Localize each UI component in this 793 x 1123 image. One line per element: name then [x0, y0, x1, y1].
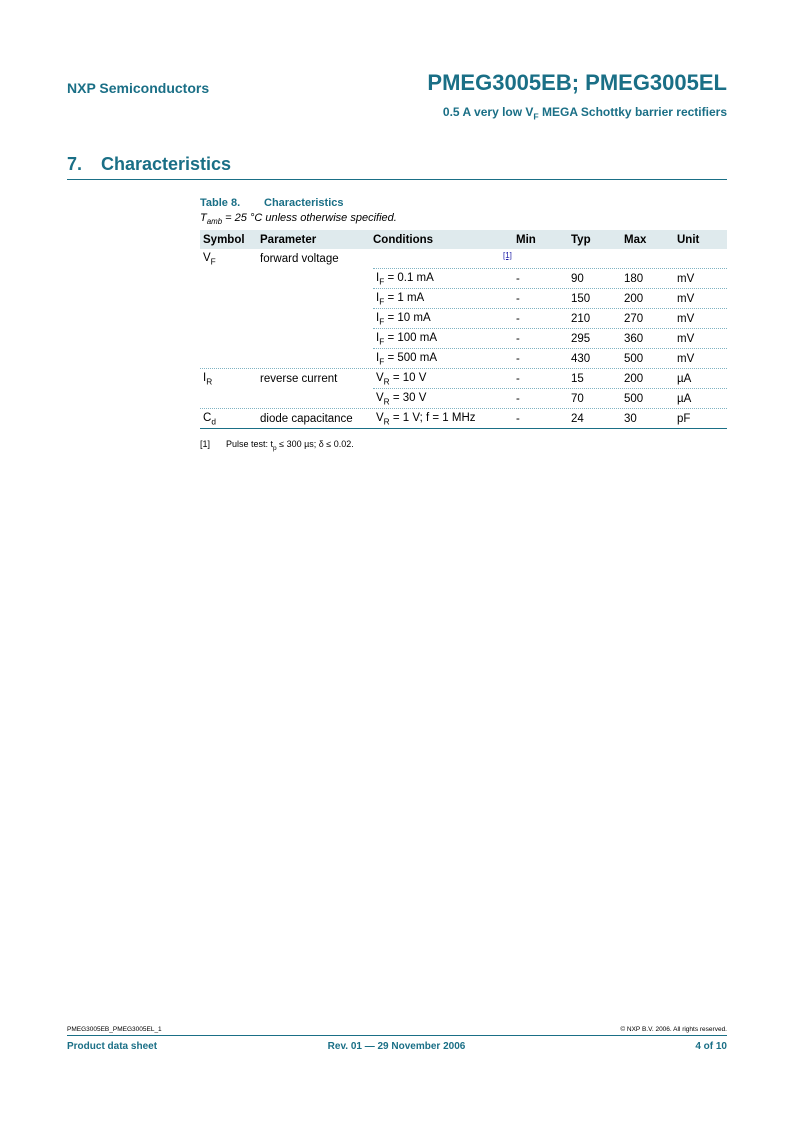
- footer-revision: Rev. 01 — 29 November 2006: [327, 1041, 466, 1052]
- cell-typ: 15: [571, 373, 584, 385]
- characteristics-table: [200, 230, 727, 429]
- table-row: [200, 369, 727, 389]
- cell-max: 500: [624, 353, 644, 365]
- cond-symbol-sub: amb: [206, 217, 223, 227]
- footnote-text-pre: Pulse test: t: [226, 439, 274, 449]
- footer-doc-type: Product data sheet: [67, 1041, 158, 1052]
- cell-min: -: [516, 293, 520, 305]
- cell-conditions: $I_F = 0.1$ mA: [376, 271, 434, 287]
- cell-unit: mV: [677, 333, 695, 345]
- table-bottom-rule: [200, 428, 727, 429]
- cell-unit: mV: [677, 353, 695, 365]
- table-row: [200, 329, 727, 349]
- footnote-number: [1]: [200, 439, 211, 449]
- header-max: Max: [624, 233, 647, 246]
- table-row: [200, 309, 727, 329]
- subtitle-post: MEGA Schottky barrier rectifiers: [538, 105, 727, 119]
- document-id: PMEG3005EB_PMEG3005EL_1: [67, 1026, 162, 1033]
- product-subtitle: [443, 105, 727, 121]
- cell-min: -: [516, 393, 520, 405]
- cell-symbol: $I_R$: [203, 371, 213, 387]
- table-row: [200, 409, 727, 429]
- cell-conditions: $V_R = 1$ V; f = 1 MHz: [376, 411, 476, 427]
- cell-parameter: reverse current: [260, 373, 338, 385]
- cell-unit: µA: [677, 393, 692, 405]
- cell-min: -: [516, 373, 520, 385]
- cell-symbol: $C_d$: [203, 411, 216, 427]
- section-divider: [67, 179, 727, 180]
- cell-max: 180: [624, 273, 644, 285]
- footnote-text-sub: p: [273, 444, 277, 452]
- cell-typ: 150: [571, 293, 591, 305]
- header-typ: Typ: [571, 233, 591, 246]
- table-conditions: [200, 212, 397, 226]
- cell-typ: 90: [571, 273, 584, 285]
- table-title: Characteristics: [264, 197, 344, 209]
- header-min: Min: [516, 233, 536, 246]
- cell-unit: mV: [677, 293, 695, 305]
- table-caption: [200, 197, 344, 209]
- cell-max: 30: [624, 413, 637, 425]
- copyright-notice: © NXP B.V. 2006. All rights reserved.: [620, 1026, 727, 1033]
- cell-max: 200: [624, 373, 644, 385]
- footnote-ref-link[interactable]: [1]: [503, 251, 512, 260]
- cell-symbol: $V_F$: [203, 251, 216, 267]
- cell-max: 360: [624, 333, 644, 345]
- cond-text: = 25 °C unless otherwise specified.: [222, 212, 397, 224]
- cell-unit: pF: [677, 413, 691, 425]
- cell-typ: 430: [571, 353, 591, 365]
- subtitle-pre: 0.5 A very low V: [442, 105, 534, 119]
- header-unit: Unit: [677, 233, 700, 246]
- product-title: PMEG3005EB; PMEG3005EL: [427, 70, 727, 95]
- cell-typ: 70: [571, 393, 584, 405]
- cell-conditions: $I_F = 500$ mA: [376, 351, 438, 367]
- cell-conditions: $I_F = 100$ mA: [376, 331, 438, 347]
- cell-typ: 24: [571, 413, 584, 425]
- cell-parameter: diode capacitance: [260, 413, 353, 425]
- cell-min: -: [516, 353, 520, 365]
- footer-page-number: 4 of 10: [695, 1041, 727, 1052]
- cell-typ: 210: [571, 313, 591, 325]
- table-header-row: [200, 230, 727, 249]
- cell-max: 500: [624, 393, 644, 405]
- cond-symbol: T: [200, 212, 207, 224]
- cell-min: -: [516, 313, 520, 325]
- header-parameter: Parameter: [260, 233, 317, 246]
- header-conditions: Conditions: [373, 233, 434, 246]
- table-row: [200, 289, 727, 309]
- cell-conditions: $V_R = 10$ V: [376, 371, 427, 387]
- cell-min: -: [516, 273, 520, 285]
- table-number: Table 8.: [200, 197, 241, 209]
- footer-divider: [67, 1035, 727, 1036]
- cell-unit: mV: [677, 273, 695, 285]
- cell-typ: 295: [571, 333, 591, 345]
- company-name: NXP Semiconductors: [67, 80, 210, 96]
- subtitle-sub: F: [533, 111, 539, 122]
- cell-max: 270: [624, 313, 644, 325]
- cell-conditions: $I_F = 1$ mA: [376, 291, 425, 307]
- cell-max: 200: [624, 293, 644, 305]
- table-footnote: [200, 439, 354, 452]
- cell-conditions: $V_R = 30$ V: [376, 391, 427, 407]
- cell-conditions: $I_F = 10$ mA: [376, 311, 431, 327]
- table-row: [200, 269, 727, 289]
- table-row: [200, 389, 727, 409]
- table-row: [200, 249, 727, 269]
- cell-min: -: [516, 333, 520, 345]
- section-heading: [67, 154, 231, 175]
- table-row: [200, 349, 727, 369]
- cell-unit: µA: [677, 373, 692, 385]
- cell-min: -: [516, 413, 520, 425]
- header-symbol: Symbol: [203, 233, 245, 246]
- cell-unit: mV: [677, 313, 695, 325]
- footnote-text-post: ≤ 300 µs; δ ≤ 0.02.: [276, 439, 354, 449]
- section-number: 7.: [67, 154, 83, 174]
- cell-parameter: forward voltage: [260, 253, 339, 265]
- section-title: Characteristics: [101, 154, 232, 174]
